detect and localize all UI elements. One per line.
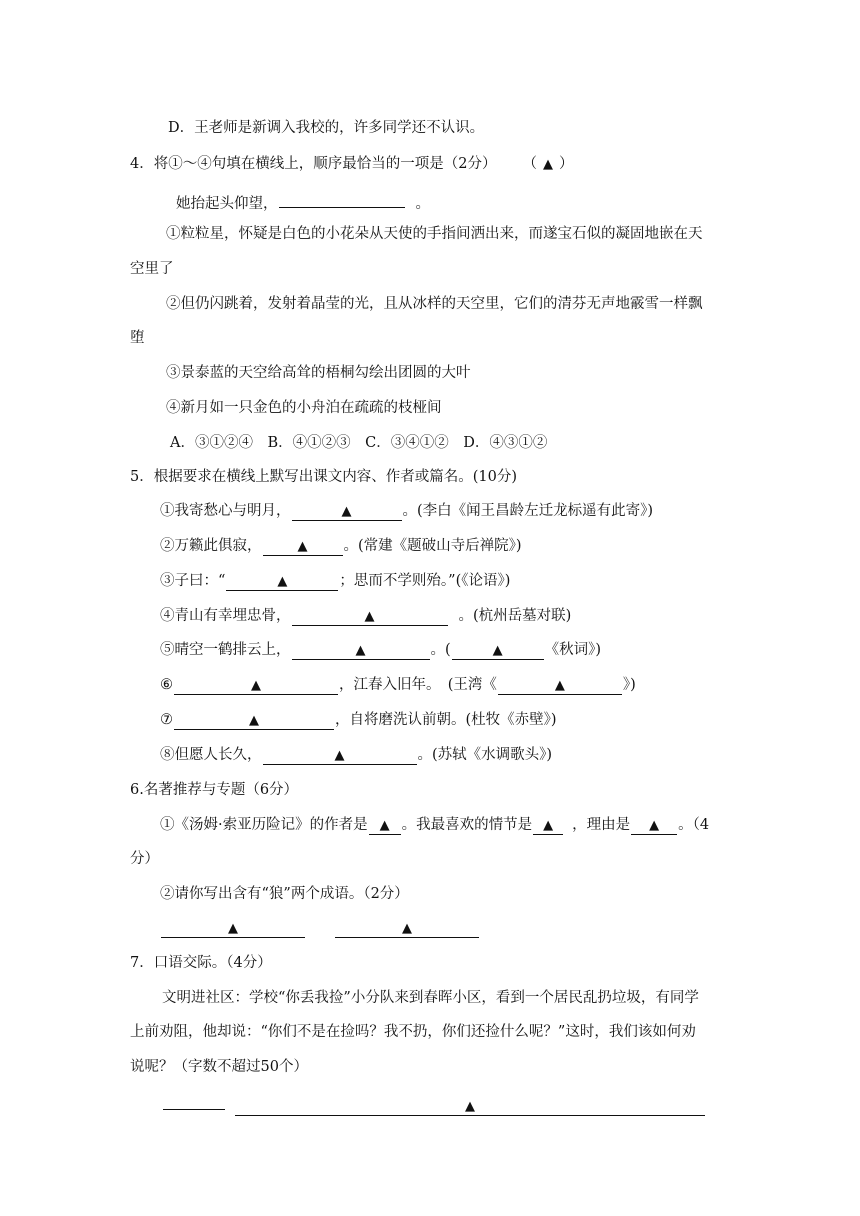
q4-sentence-1a: ①粒粒星，怀疑是白色的小花朵从天使的手指间洒出来，而遂宝石似的凝固地嵌在天 xyxy=(166,226,703,242)
q5-item-4-pre: ④青山有幸埋忠骨， xyxy=(160,608,291,624)
q5-item-5-mid: 。( xyxy=(430,642,451,658)
q5-item-5-post: 《秋词》) xyxy=(544,642,602,658)
q4-lead: 她抬起头仰望， xyxy=(176,196,278,212)
q6-line-1-d: 。（4 xyxy=(678,817,710,833)
q5-item-3 xyxy=(160,571,510,591)
q5-item-6-blank-a[interactable] xyxy=(174,676,338,695)
q6-author-blank[interactable] xyxy=(369,816,401,835)
answer-marker: ▲ xyxy=(341,504,352,519)
q5-item-5 xyxy=(160,640,601,660)
q4-stem: 4．将①～④句填在横线上，顺序最恰当的一项是（2分） xyxy=(130,156,497,172)
q5-item-3-post: ；思而不学则殆。”(《论语》) xyxy=(339,573,511,589)
q5-item-4-post: 。(杭州岳墓对联) xyxy=(458,608,572,624)
q4-lead-line xyxy=(176,189,430,214)
q5-item-1-post: 。(李白《闻王昌龄左迁龙标遥有此寄》) xyxy=(402,503,654,519)
q5-stem: 5．根据要求在横线上默写出课文内容、作者或篇名。(10分) xyxy=(130,469,517,485)
answer-marker: ▲ xyxy=(334,748,345,763)
q6-line-1 xyxy=(160,815,709,835)
q5-item-7-pre: ⑦ xyxy=(160,712,173,728)
q7-para-b: 上前劝阻，他却说：“你们不是在捡吗？我不扔，你们还捡什么呢？”这时，我们该如何劝 xyxy=(130,1024,696,1040)
answer-marker: ▲ xyxy=(554,678,565,693)
q5-item-8-pre: ⑧但愿人长久， xyxy=(160,747,262,763)
q5-item-5-blank-a[interactable] xyxy=(292,641,430,660)
q5-item-4 xyxy=(160,606,571,626)
q5-item-8 xyxy=(160,745,552,765)
q4-options: A．③①②④ B．④①②③ C．③④①② D．④③①② xyxy=(170,435,548,451)
q5-item-7-blank[interactable] xyxy=(174,711,334,730)
answer-marker: ▲ xyxy=(355,643,366,658)
q5-item-6-pre: ⑥ xyxy=(160,677,173,693)
q6-idiom-blanks xyxy=(160,918,480,938)
q6-line-1-b: 。我最喜欢的情节是 xyxy=(401,817,533,833)
q5-item-5-pre: ⑤晴空一鹤排云上， xyxy=(160,642,291,658)
q6-line-1-wrap: 分） xyxy=(130,851,159,867)
q5-item-1 xyxy=(160,501,653,521)
q6-idiom-blank-1[interactable] xyxy=(161,919,305,938)
q4-paren-close: ） xyxy=(558,156,574,172)
q7-answer-line xyxy=(162,1091,706,1116)
q6-plot-blank[interactable] xyxy=(533,816,563,835)
answer-marker: ▲ xyxy=(364,609,375,624)
q6-line-1-c: ，理由是 xyxy=(572,817,631,833)
answer-marker: ▲ xyxy=(379,818,390,833)
q4-sentence-4: ④新月如一只金色的小舟泊在疏疏的枝桠间 xyxy=(166,400,442,416)
q7-answer-blank-long[interactable] xyxy=(235,1097,705,1116)
q5-item-7 xyxy=(160,710,557,730)
q4-blank[interactable] xyxy=(279,189,405,208)
q7-para-c: 说呢？（字数不超过50个） xyxy=(130,1059,308,1075)
q5-item-6-mid: ，江春入旧年。 (王湾《 xyxy=(339,677,497,693)
q5-item-6-blank-b[interactable] xyxy=(498,676,622,695)
answer-marker: ▲ xyxy=(251,678,261,693)
q4-sentence-2b: 堕 xyxy=(130,330,145,346)
q5-item-3-blank[interactable] xyxy=(226,572,338,591)
q4-stem-line xyxy=(130,154,573,175)
answer-marker: ▲ xyxy=(402,921,412,936)
answer-marker: ▲ xyxy=(492,643,503,658)
q5-item-4-blank[interactable] xyxy=(292,607,448,626)
q4-sentence-1b: 空里了 xyxy=(130,261,174,277)
q5-item-2-post: 。(常建《题破山寺后禅院》) xyxy=(343,538,522,554)
q5-item-2-blank[interactable] xyxy=(263,537,343,556)
q5-item-8-blank[interactable] xyxy=(263,746,417,765)
answer-marker: ▲ xyxy=(297,539,308,554)
q6-idiom-blank-2[interactable] xyxy=(335,919,479,938)
q5-item-5-blank-b[interactable] xyxy=(452,641,544,660)
answer-marker: ▲ xyxy=(228,921,238,936)
q6-stem: 6.名著推荐与专题（6分） xyxy=(130,782,299,798)
q5-item-7-post: ，自将磨洗认前朝。(杜牧《赤壁》) xyxy=(335,712,557,728)
answer-marker: ▲ xyxy=(277,574,288,589)
q5-item-1-pre: ①我寄愁心与明月， xyxy=(160,503,291,519)
q5-item-2 xyxy=(160,536,522,556)
q5-item-2-pre: ②万籁此俱寂， xyxy=(160,538,262,554)
answer-marker: ▲ xyxy=(465,1099,475,1114)
q4-sentence-3: ③景泰蓝的天空给高耸的梧桐勾绘出团圆的大叶 xyxy=(166,365,471,381)
answer-marker: ▲ xyxy=(542,157,553,172)
q5-item-6 xyxy=(160,675,636,695)
q7-stem: 7．口语交际。（4分） xyxy=(130,955,272,971)
q7-answer-blank-short[interactable] xyxy=(163,1091,225,1110)
q5-item-8-post: 。(苏轼《水调歌头》) xyxy=(417,747,553,763)
q6-line-1-a: ①《汤姆·索亚历险记》的作者是 xyxy=(160,817,368,833)
q5-item-3-pre: ③子曰：“ xyxy=(160,573,226,589)
q5-item-6-post: 》) xyxy=(622,677,636,693)
q6-line-2: ②请你写出含有“狼”两个成语。（2分） xyxy=(160,886,409,902)
q6-reason-blank[interactable] xyxy=(631,816,677,835)
answer-marker: ▲ xyxy=(649,818,660,833)
q4-lead-end: 。 xyxy=(415,196,430,212)
q3-option-d: D．王老师是新调入我校的，许多同学还不认识。 xyxy=(168,120,485,136)
q5-item-1-blank[interactable] xyxy=(292,502,402,521)
answer-marker: ▲ xyxy=(543,818,554,833)
q4-paren-open: （ xyxy=(522,156,537,172)
q7-para-a: 文明进社区：学校“你丢我捡”小分队来到春晖小区，看到一个居民乱扔垃圾，有同学 xyxy=(162,990,699,1006)
answer-marker: ▲ xyxy=(249,713,259,728)
q4-sentence-2a: ②但仍闪跳着，发射着晶莹的光，且从冰样的天空里，它们的清芬无声地霰雪一样飘 xyxy=(166,296,703,312)
